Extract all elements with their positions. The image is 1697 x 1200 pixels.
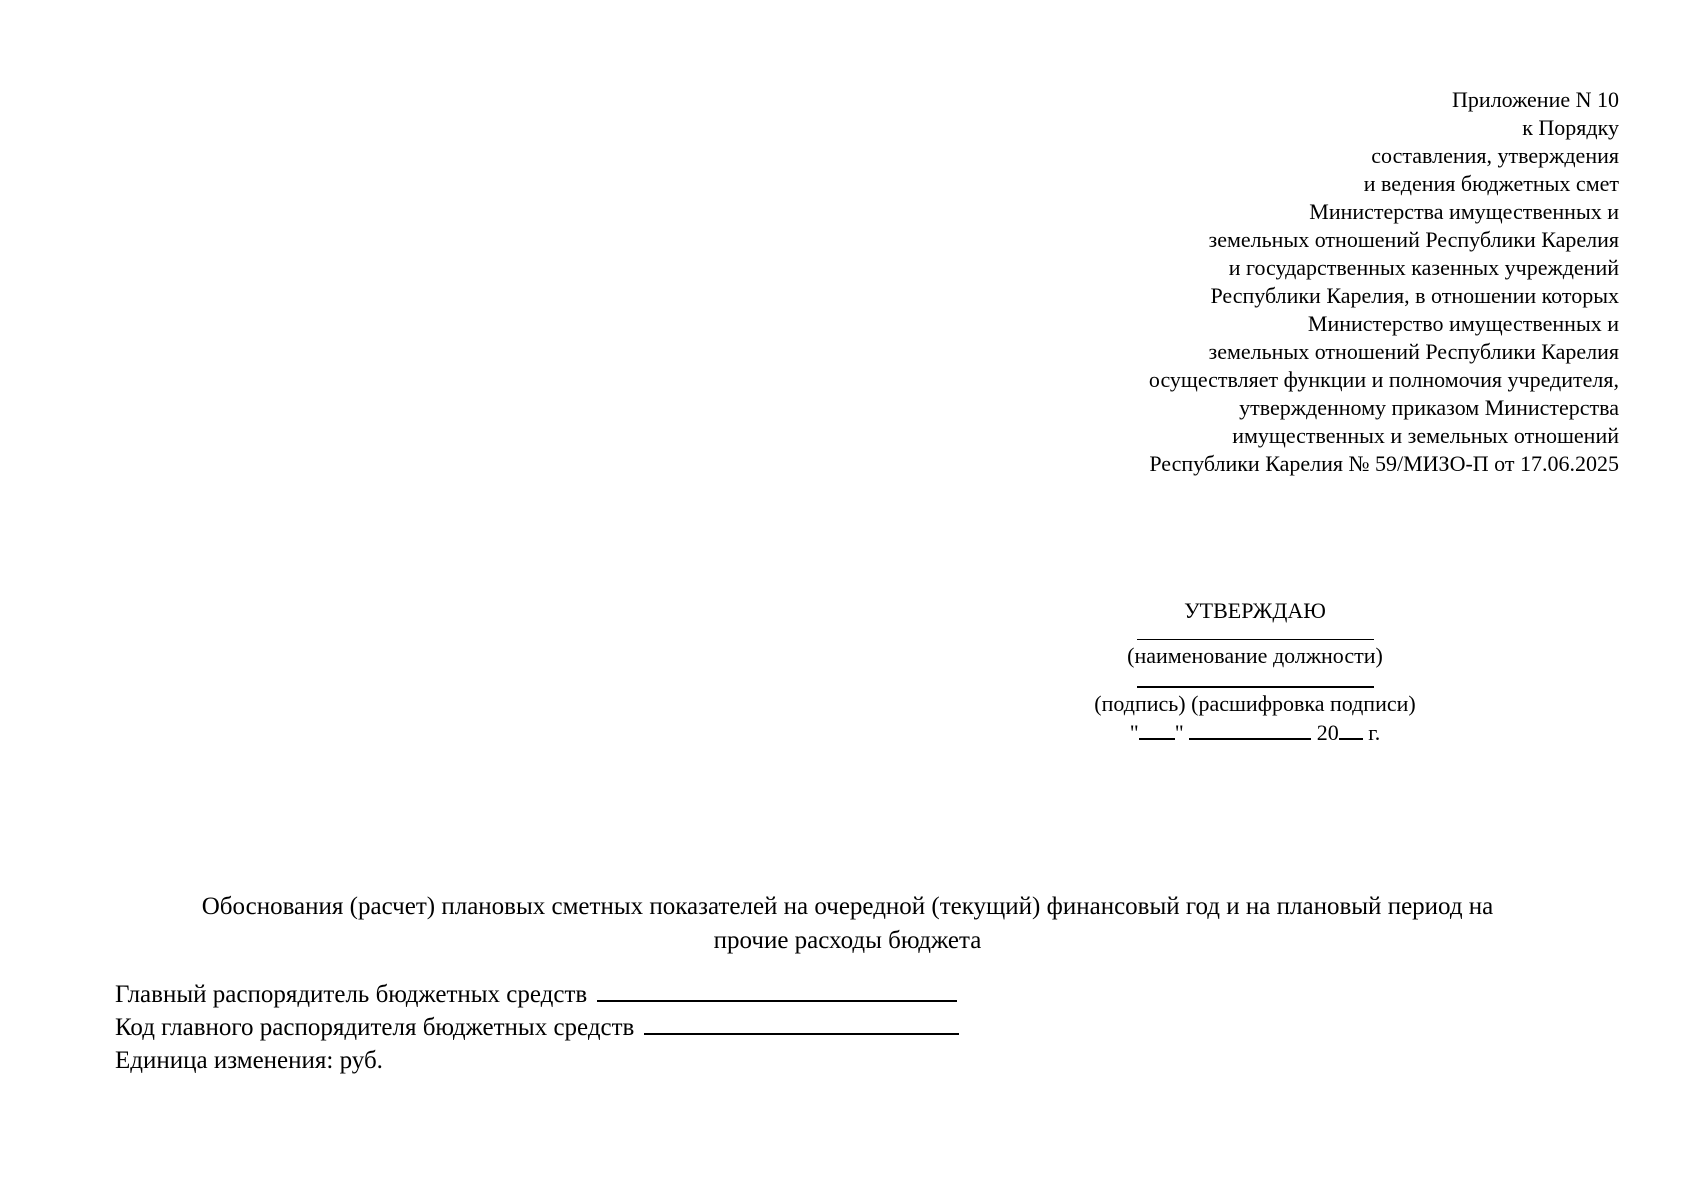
unit-row: Единица изменения: руб. — [115, 1047, 383, 1074]
chief-manager-row — [115, 978, 959, 1011]
approval-date — [1055, 718, 1455, 747]
appendix-line: Министерства имущественных и — [1309, 199, 1619, 224]
appendix-line: Приложение N 10 — [1452, 87, 1619, 112]
chief-manager-code-blank — [644, 1011, 959, 1035]
appendix-line: земельных отношений Республики Карелия — [1208, 339, 1619, 364]
header-fields — [115, 978, 959, 1077]
approval-block — [1055, 597, 1455, 747]
appendix-line: и государственных казенных учреждений — [1228, 255, 1619, 280]
appendix-line: имущественных и земельных отношений — [1232, 423, 1619, 448]
appendix-line: составления, утверждения — [1371, 143, 1619, 168]
year-suffix: г. — [1368, 720, 1381, 745]
position-blank — [1137, 639, 1374, 640]
chief-manager-blank — [597, 978, 957, 1002]
day-blank — [1139, 718, 1175, 740]
date-close-quote: " — [1174, 720, 1184, 745]
appendix-line: к Порядку — [1522, 115, 1619, 140]
signature-blank — [1137, 686, 1374, 688]
signature-caption: (подпись) (расшифровка подписи) — [1094, 691, 1416, 716]
approval-heading: УТВЕРЖДАЮ — [1184, 598, 1326, 623]
appendix-line: Республики Карелия № 59/МИЗО-П от 17.06.2025 — [1149, 451, 1619, 476]
month-blank — [1189, 718, 1311, 740]
appendix-line: утвержденному приказом Министерства — [1239, 395, 1619, 420]
date-open-quote: " — [1129, 720, 1139, 745]
appendix-line: Министерство имущественных и — [1307, 311, 1619, 336]
chief-manager-code-label: Код главного распорядителя бюджетных средств — [115, 1014, 635, 1041]
year-blank — [1339, 718, 1363, 740]
chief-manager-label: Главный распорядитель бюджетных средств — [115, 981, 588, 1008]
year-prefix: 20 — [1316, 720, 1339, 745]
appendix-block — [979, 86, 1619, 478]
position-caption: (наименование должности) — [1127, 643, 1383, 668]
appendix-line: осуществляет функции и полномочия учредителя, — [1148, 367, 1619, 392]
title-line-1: Обоснования (расчет) плановых сметных показателей на очередной (текущий) финансовый год и на плановый период на — [201, 893, 1494, 920]
appendix-line: и ведения бюджетных смет — [1363, 171, 1619, 196]
appendix-line: земельных отношений Республики Карелия — [1208, 227, 1619, 252]
appendix-line: Республики Карелия, в отношении которых — [1210, 283, 1619, 308]
document-title — [110, 890, 1585, 958]
title-line-2: прочие расходы бюджета — [713, 927, 982, 954]
chief-manager-code-row — [115, 1011, 959, 1044]
